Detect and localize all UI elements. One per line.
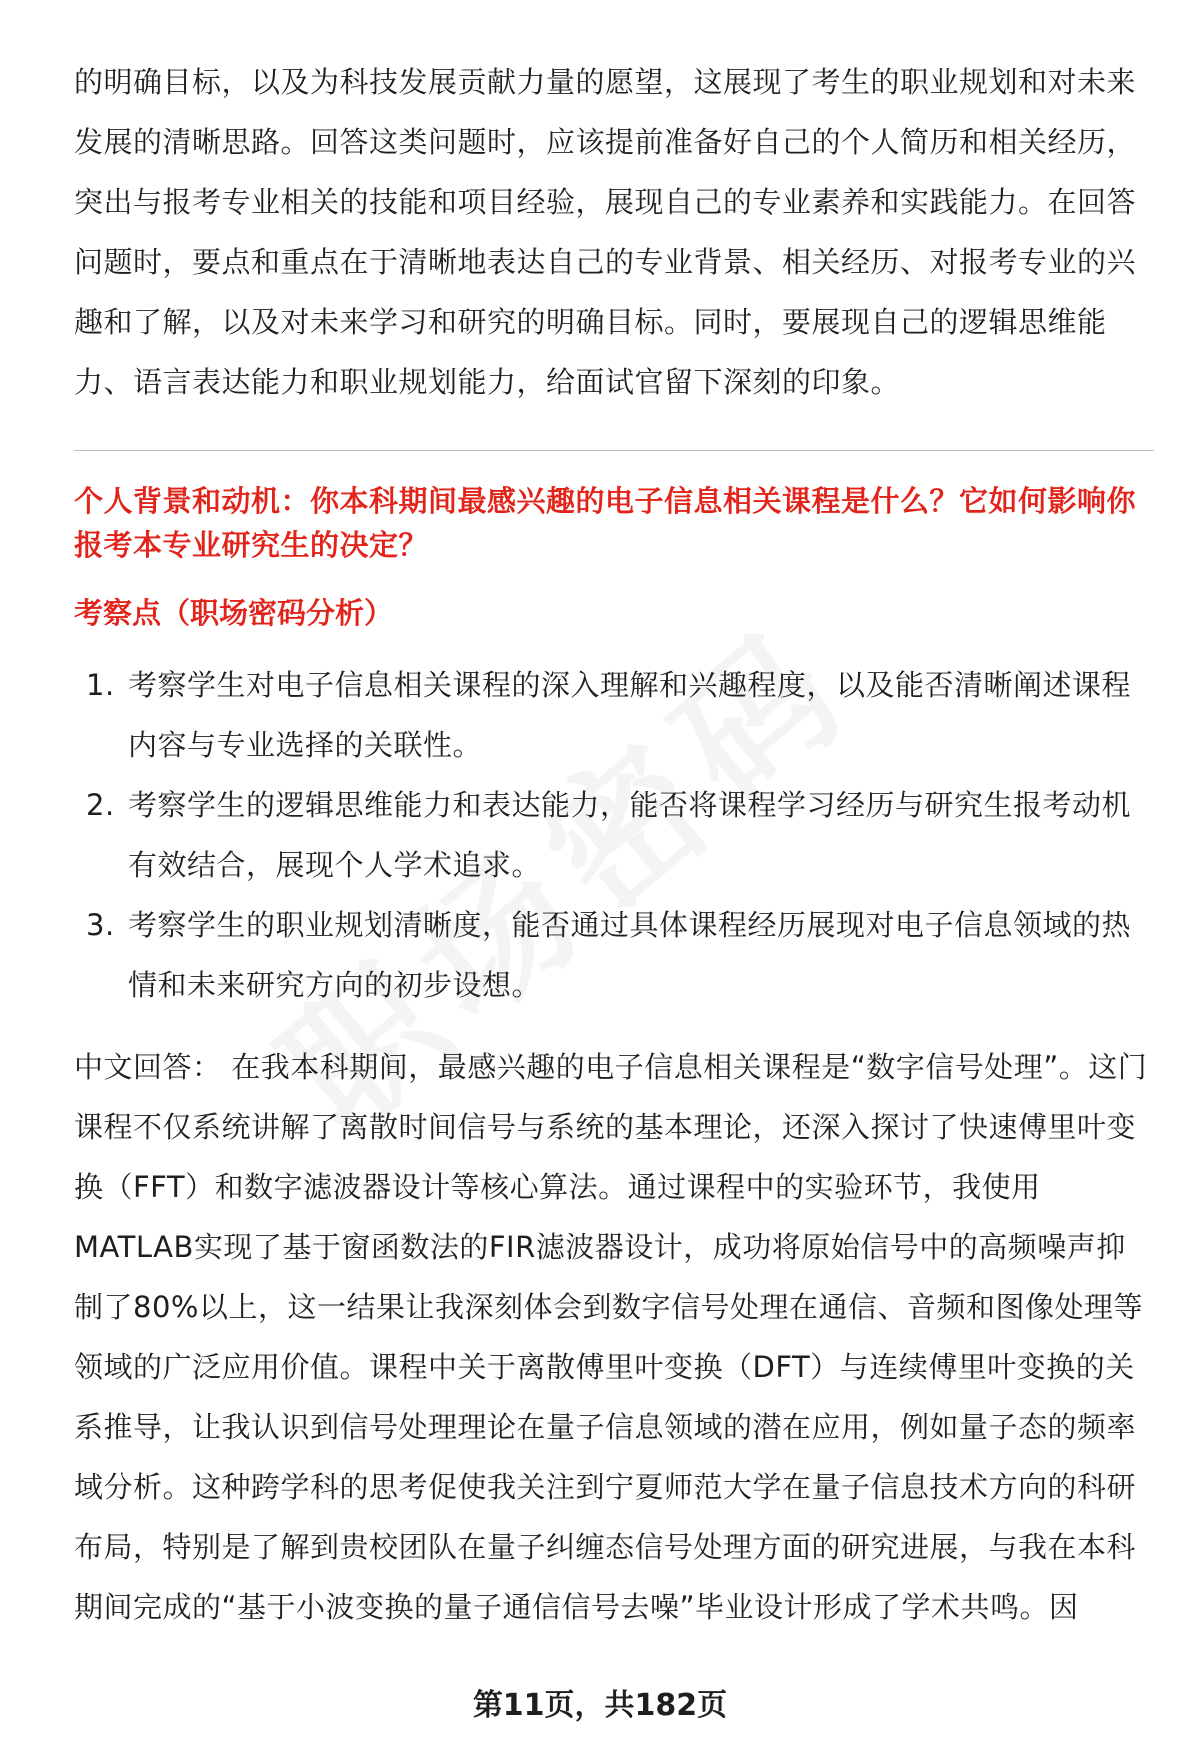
intro-paragraph: 的明确目标，以及为科技发展贡献力量的愿望，这展现了考生的职业规划和对未来发展的清晰思路。回答这类问题时，应该提前准备好自己的个人简历和相关经历，突出与报考专业相关的技能和项目经验，展现自己的专业素养和实践能力。在回答问题时，要点和重点在于清晰地表达自己的专业背景、相关经历、对报考专业的兴趣和了解，以及对未来学习和研究的明确目标。同时，要展现自己的逻辑思维能力、语言表达能力和职业规划能力，给面试官留下深刻的印象。 — [74, 65, 1137, 399]
page-content — [74, 52, 1154, 1637]
list-item-number: 3. — [86, 908, 115, 942]
points-list — [74, 655, 1154, 1015]
list-item-number: 2. — [86, 788, 115, 822]
list-item-text: 考察学生的职业规划清晰度，能否通过具体课程经历展现对电子信息领域的热情和未来研究方向的初步设想。 — [128, 908, 1132, 1002]
list-item — [74, 655, 1154, 775]
page-number-footer: 第11页，共182页 — [472, 1688, 728, 1723]
answer-paragraph — [74, 1037, 1154, 1637]
section-heading: 考察点（职场密码分析） — [74, 596, 394, 630]
list-item — [74, 895, 1154, 1015]
section-divider — [74, 450, 1154, 451]
list-item-number: 1. — [86, 668, 115, 702]
answer-text: 在我本科期间，最感兴趣的电子信息相关课程是“数字信号处理”。这门课程不仅系统讲解了离散时间信号与系统的基本理论，还深入探讨了快速傅里叶变换（FFT）和数字滤波器设计等核心算法。通过课程中的实验环节，我使用MATLAB实现了基于窗函数法的FIR滤波器设计，成功将原始信号中的高频噪声抑制了80%以上，这一结果让我深刻体会到数字信号处理在通信、音频和图像处理等领域的广泛应用价值。课程中关于离散傅里叶变换（DFT）与连续傅里叶变换的关系推导，让我认识到信号处理理论在量子信息领域的潜在应用，例如量子态的频率域分析。这种跨学科的思考促使我关注到宁夏师范大学在量子信息技术方向的科研布局，特别是了解到贵校团队在量子纠缠态信号处理方面的研究进展，与我在本科期间完成的“基于小波变换的量子通信信号去噪”毕业设计形成了学术共鸣。因 — [74, 1050, 1148, 1624]
list-item-text: 考察学生的逻辑思维能力和表达能力，能否将课程学习经历与研究生报考动机有效结合，展现个人学术追求。 — [128, 788, 1132, 882]
list-item — [74, 775, 1154, 895]
answer-label: 中文回答： — [74, 1050, 222, 1084]
list-item-text: 考察学生对电子信息相关课程的深入理解和兴趣程度，以及能否清晰阐述课程内容与专业选择的关联性。 — [128, 668, 1132, 762]
question-heading: 个人背景和动机：你本科期间最感兴趣的电子信息相关课程是什么？它如何影响你报考本专业研究生的决定？ — [74, 484, 1137, 562]
